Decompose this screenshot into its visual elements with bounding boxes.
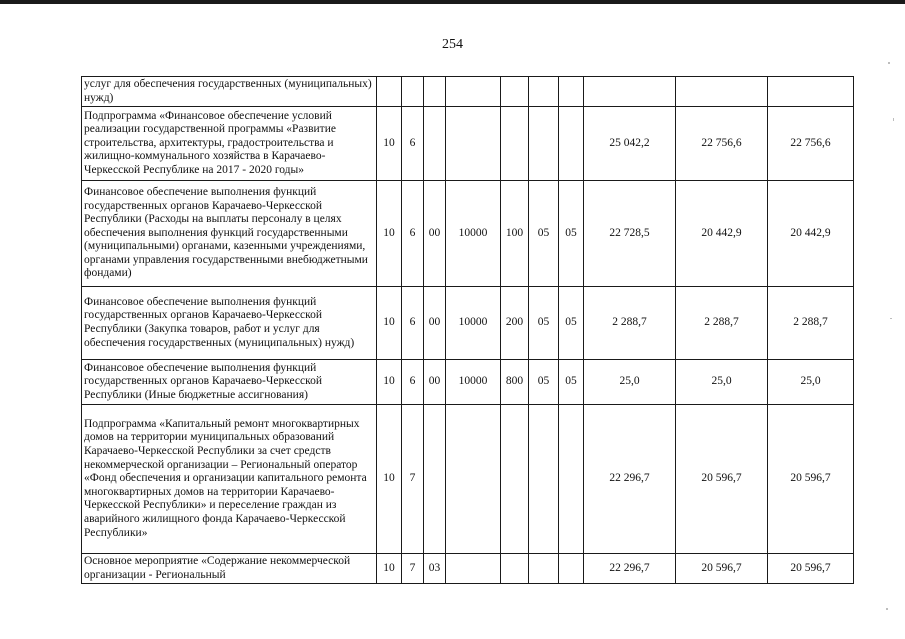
amount-year-1: 22 296,7 <box>584 405 676 554</box>
code-section: 10 <box>377 360 402 405</box>
code-subchapter <box>559 554 584 584</box>
code-expense-type: 100 <box>501 181 529 287</box>
amount-year-3: 20 442,9 <box>768 181 854 287</box>
page-number: 254 <box>442 37 463 52</box>
code-subchapter: 05 <box>559 360 584 405</box>
code-subprogram: 6 <box>402 181 424 287</box>
code-subchapter <box>559 107 584 181</box>
row-description: Подпрограмма «Финансовое обеспечение условий реализации государственной программы «Развитие строительства, архитектуры, градостроительства и жилищно-коммунального хозяйства в Карачаево-Черкесской Республике на 2017 - 2020 годы» <box>82 107 377 181</box>
code-event <box>424 405 446 554</box>
code-expense-type: 200 <box>501 287 529 360</box>
amount-year-1: 22 296,7 <box>584 554 676 584</box>
table-row <box>82 287 854 360</box>
code-direction <box>446 405 501 554</box>
amount-year-3: 20 596,7 <box>768 554 854 584</box>
code-direction <box>446 107 501 181</box>
row-description: услуг для обеспечения государственных (муниципальных) нужд) <box>82 77 377 107</box>
code-chapter <box>529 554 559 584</box>
code-section: 10 <box>377 181 402 287</box>
table-row <box>82 77 854 107</box>
code-event: 00 <box>424 360 446 405</box>
scan-speck <box>893 118 894 121</box>
code-expense-type <box>501 77 529 107</box>
code-section: 10 <box>377 554 402 584</box>
code-section <box>377 77 402 107</box>
code-section: 10 <box>377 107 402 181</box>
code-chapter <box>529 107 559 181</box>
amount-year-2: 20 596,7 <box>676 554 768 584</box>
code-chapter: 05 <box>529 181 559 287</box>
code-event <box>424 107 446 181</box>
code-chapter <box>529 77 559 107</box>
amount-year-2: 2 288,7 <box>676 287 768 360</box>
code-subchapter <box>559 405 584 554</box>
code-subprogram: 6 <box>402 107 424 181</box>
row-description: Финансовое обеспечение выполнения функций государственных органов Карачаево-Черкесской Республики (Закупка товаров, работ и услуг для обеспечения государственных (муниципальных) нужд) <box>82 287 377 360</box>
amount-year-1: 22 728,5 <box>584 181 676 287</box>
code-subprogram: 6 <box>402 360 424 405</box>
table-row <box>82 181 854 287</box>
row-description: Основное мероприятие «Содержание некоммерческой организации - Региональный <box>82 554 377 584</box>
code-event <box>424 77 446 107</box>
code-direction: 10000 <box>446 360 501 405</box>
table-row <box>82 405 854 554</box>
amount-year-3: 22 756,6 <box>768 107 854 181</box>
amount-year-1: 25 042,2 <box>584 107 676 181</box>
code-subprogram: 7 <box>402 554 424 584</box>
scan-top-border <box>0 0 905 4</box>
code-expense-type: 800 <box>501 360 529 405</box>
code-subchapter: 05 <box>559 287 584 360</box>
row-description: Финансовое обеспечение выполнения функций государственных органов Карачаево-Черкесской Республики (Иные бюджетные ассигнования) <box>82 360 377 405</box>
code-event: 00 <box>424 181 446 287</box>
scan-speck <box>888 62 890 64</box>
table-row <box>82 360 854 405</box>
amount-year-2 <box>676 77 768 107</box>
code-event: 03 <box>424 554 446 584</box>
table-row <box>82 107 854 181</box>
scan-speck <box>886 608 888 610</box>
amount-year-1: 2 288,7 <box>584 287 676 360</box>
amount-year-1: 25,0 <box>584 360 676 405</box>
code-chapter: 05 <box>529 360 559 405</box>
amount-year-1 <box>584 77 676 107</box>
code-expense-type <box>501 107 529 181</box>
code-subchapter: 05 <box>559 181 584 287</box>
code-subprogram: 6 <box>402 287 424 360</box>
code-expense-type <box>501 405 529 554</box>
code-expense-type <box>501 554 529 584</box>
code-chapter <box>529 405 559 554</box>
code-direction <box>446 77 501 107</box>
code-direction <box>446 554 501 584</box>
code-direction: 10000 <box>446 181 501 287</box>
amount-year-3 <box>768 77 854 107</box>
code-direction: 10000 <box>446 287 501 360</box>
scan-speck <box>890 318 892 319</box>
code-subprogram <box>402 77 424 107</box>
code-section: 10 <box>377 287 402 360</box>
code-section: 10 <box>377 405 402 554</box>
code-subprogram: 7 <box>402 405 424 554</box>
code-chapter: 05 <box>529 287 559 360</box>
amount-year-2: 20 442,9 <box>676 181 768 287</box>
amount-year-2: 22 756,6 <box>676 107 768 181</box>
amount-year-2: 25,0 <box>676 360 768 405</box>
code-event: 00 <box>424 287 446 360</box>
budget-table <box>81 76 854 584</box>
amount-year-3: 20 596,7 <box>768 405 854 554</box>
amount-year-2: 20 596,7 <box>676 405 768 554</box>
table-row <box>82 554 854 584</box>
amount-year-3: 2 288,7 <box>768 287 854 360</box>
code-subchapter <box>559 77 584 107</box>
amount-year-3: 25,0 <box>768 360 854 405</box>
row-description: Финансовое обеспечение выполнения функций государственных органов Карачаево-Черкесской Республики (Расходы на выплаты персоналу в целях обеспечения выполнения функций государственными (муниципальными) органами, казенными учреждениями, органами управления государственными внебюджетными фондами) <box>82 181 377 287</box>
row-description: Подпрограмма «Капитальный ремонт многоквартирных домов на территории муниципальных образований Карачаево-Черкесской Республики за счет средств некоммерческой организации – Региональный оператор «Фонд обеспечения и организации капитального ремонта многоквартирных домов на территории Карачаево-Черкесской Республики» и переселение граждан из аварийного жилищного фонда Карачаево-Черкесской Республики» <box>82 405 377 554</box>
